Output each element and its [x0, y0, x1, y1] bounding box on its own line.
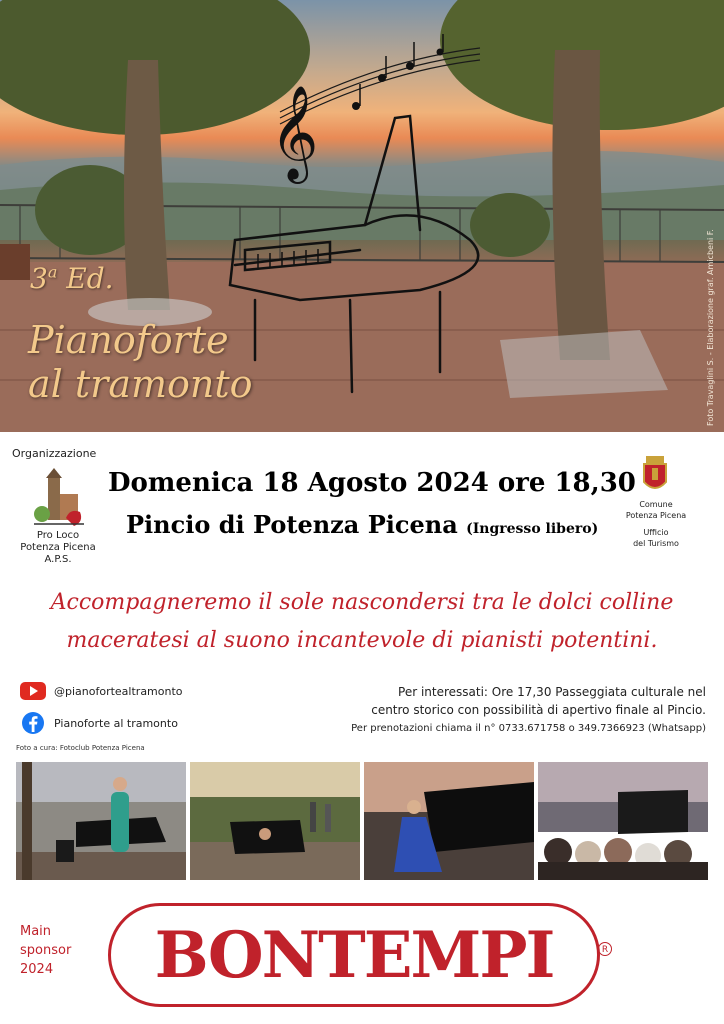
event-date: Domenica 18 Agosto 2024 ore 18,30 [108, 468, 636, 498]
hero-title-line2: al tramonto [28, 362, 253, 406]
youtube-icon [20, 680, 46, 702]
photo-pianist-singer [16, 762, 186, 880]
notes-line2: centro storico con possibilità di apertivo finale al Pincio. [371, 703, 706, 717]
event-notes [336, 683, 706, 737]
tagline-line1: Accompagneremo il sole nascondersi tra le dolci colline [50, 590, 674, 615]
notes-line1: Per interessati: Ore 17,30 Passeggiata culturale nel [398, 685, 706, 699]
comune-line4: del Turismo [633, 539, 679, 548]
edition-label: 3$^a$ Ed. [30, 262, 114, 295]
facebook-icon [20, 712, 46, 734]
facebook-link[interactable] [20, 712, 178, 734]
registered-mark-icon: R [598, 942, 612, 956]
booking-info: Per prenotazioni chiama il n° 0733.671758 o 349.7366923 (Whatsapp) [351, 723, 706, 734]
comune-line2: Potenza Picena [625, 511, 687, 520]
proloco-logo [30, 468, 86, 530]
photo-credit-vertical: Foto Travaglini S. - Elaborazione graf. Amicbeni F. [706, 229, 715, 426]
photo-strip [16, 762, 708, 880]
comune-name [614, 499, 698, 549]
photo-credit: Foto a cura: Fotoclub Potenza Picena [16, 744, 145, 752]
hero-title-line1: Pianoforte [28, 318, 229, 362]
sponsor-label-line2: sponsor [20, 943, 72, 958]
organization-name [12, 530, 104, 566]
organization-label: Organizzazione [12, 447, 97, 460]
youtube-link[interactable] [20, 680, 183, 702]
hero-image [0, 0, 724, 432]
event-place [126, 510, 598, 539]
event-entry: (Ingresso libero) [466, 521, 599, 537]
tagline [0, 584, 724, 660]
photo-audience [538, 762, 708, 880]
bontempi-logo [108, 903, 600, 1007]
hero-title [28, 318, 253, 406]
photo-blue-dress-pianist [364, 762, 534, 880]
organization-name-line1: Pro Loco [36, 530, 80, 541]
svg-text:𝄞: 𝄞 [270, 85, 319, 180]
bontempi-wordmark: BONTEMPI [154, 917, 554, 993]
comune-crest-icon [640, 454, 670, 496]
photo-outdoor-piano [190, 762, 360, 880]
event-place-name: Pincio di Potenza Picena [126, 510, 458, 539]
facebook-page: Pianoforte al tramonto [54, 716, 178, 730]
organization-name-line3: A.P.S. [44, 554, 72, 565]
youtube-handle: @pianofortealtramonto [54, 684, 183, 698]
organization-name-line2: Potenza Picena [20, 542, 96, 553]
tagline-line2: maceratesi al suono incantevole di pianisti potentini. [66, 628, 658, 653]
sponsor-label-line3: 2024 [20, 962, 54, 977]
comune-line1: Comune [639, 500, 673, 509]
main-sponsor-label [20, 922, 71, 979]
comune-line3: Ufficio [643, 528, 669, 537]
sponsor-label-line1: Main [20, 924, 52, 939]
